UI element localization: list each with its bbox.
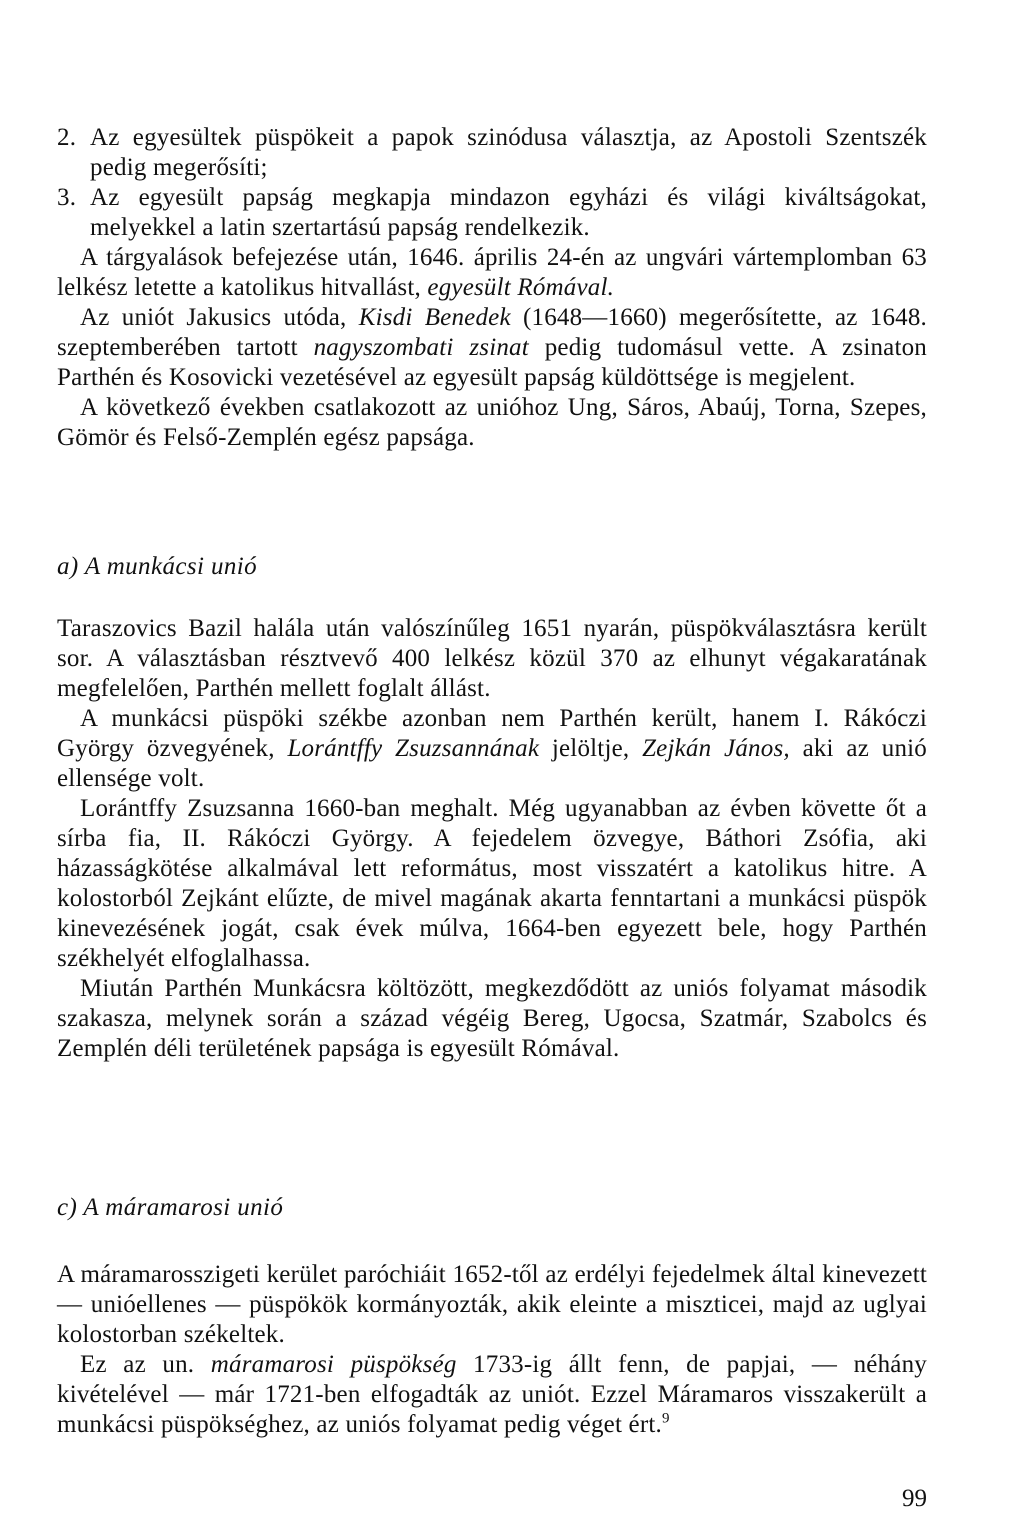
paragraph-text: A tárgyalások befejezése után, 1646. április 24-én az ungvári vártemplomban 63 lelkész letette a katolikus hitvallást, xyxy=(57,244,927,301)
paragraph xyxy=(57,974,927,1064)
text-block-middle xyxy=(57,614,927,1064)
paragraph-text: A munkácsi püspöki székbe azonban nem Parthén került, hanem I. Rákóczi György özvegyének, xyxy=(57,705,927,762)
paragraph xyxy=(57,614,927,704)
paragraph-text: Lorántffy Zsuzsanna 1660-ban meghalt. Még ugyanabban az évben követte őt a sírba fia, II. Rákóczi György. A fejedelem özvegye, Báthori Zsófia, aki házasságkötése alkalmával lett református, most visszatért a katolikus hitre. A kolostorból Zejkánt elűzte, de mivel magának akarta fenntartani a munkácsi püspök kinevezésének jogát, csak évek múlva, 1664-ben egyezett bele, hogy Parthén székhelyét elfoglalhassa. xyxy=(57,795,927,972)
paragraph-text: 1733-ig állt fenn, de papjai, — néhány kivételével — már 1721-ben elfogadták az uniót. Ezzel Máramaros visszakerült a munkácsi püspökséghez, az uniós folyamat pedig véget ért. xyxy=(57,1351,927,1438)
paragraph-text: Az uniót Jakusics utóda, xyxy=(80,304,347,331)
paragraph-text: pedig tudomásul vette. A zsinaton Parthén és Kosovicki vezetésével az egyesült papság küldöttsége is megjelent. xyxy=(57,334,928,391)
paragraph-italic: nagyszombati zsinat xyxy=(313,334,529,361)
list-item-2 xyxy=(57,123,927,183)
paragraph-text: A máramarosszigeti kerület paróchiáit 1652-től az erdélyi fejedelmek által kinevezett — unióellenes — püspökök kormányozták, akik eleinte a miszticei, majd az uglyai kolostorban székeltek. xyxy=(57,1261,927,1348)
list-number: 2. xyxy=(57,124,77,151)
paragraph-text: aki az unió ellensége volt. xyxy=(57,735,928,792)
footnote-marker: 9 xyxy=(661,1410,670,1427)
page-number: 99 xyxy=(902,1485,927,1512)
paragraph xyxy=(57,303,927,393)
section-heading-c: c) A máramarosi unió xyxy=(57,1194,284,1221)
paragraph-text: Taraszovics Bazil halála után valószínűleg 1651 nyarán, püspökválasztásra került sor. A választásban résztvevő 400 lelkész közül 370 az elhunyt végakaratának megfelelően, Parthén mellett foglalt állást. xyxy=(57,615,927,702)
paragraph-italic: Lorántffy Zsuzsannának xyxy=(287,735,540,762)
list-text: Az egyesültek püspökeit a papok szinódusa választja, az Apostoli Szentszék pedig megerősíti; xyxy=(90,124,927,181)
paragraph xyxy=(57,1350,927,1440)
paragraph-italic: Zejkán János, xyxy=(642,735,790,762)
paragraph xyxy=(57,1260,927,1350)
paragraph-text: A következő években csatlakozott az unióhoz Ung, Sáros, Abaúj, Torna, Szepes, Gömör és Felső-Zemplén egész papsága. xyxy=(57,394,927,451)
paragraph-text: Ez az un. xyxy=(80,1351,195,1378)
text-block-bottom xyxy=(57,1260,927,1440)
paragraph-italic: egyesült Rómával. xyxy=(427,274,615,301)
list-number: 3. xyxy=(57,184,77,211)
paragraph xyxy=(57,794,927,974)
paragraph xyxy=(57,393,927,453)
paragraph xyxy=(57,704,927,794)
list-text: Az egyesült papság megkapja mindazon egyházi és világi kiváltságokat, melyekkel a latin szertartású papság rendelkezik. xyxy=(90,184,927,241)
paragraph xyxy=(57,243,927,303)
list-item-3 xyxy=(57,183,927,243)
text-block-top xyxy=(57,123,927,453)
paragraph-text: jelöltje, xyxy=(551,735,630,762)
paragraph-italic: máramarosi püspökség xyxy=(210,1351,457,1378)
paragraph-text: Miután Parthén Munkácsra költözött, megkezdődött az uniós folyamat második szakasza, melynek során a század végéig Bereg, Ugocsa, Szatmár, Szabolcs és Zemplén déli területének papsága is egyesült Rómával. xyxy=(57,975,927,1062)
paragraph-text: (1648—1660) megerősítette, az 1648. szeptemberében tartott xyxy=(57,304,928,361)
paragraph-italic: Kisdi Benedek xyxy=(358,304,511,331)
section-heading-a: a) A munkácsi unió xyxy=(57,553,258,580)
